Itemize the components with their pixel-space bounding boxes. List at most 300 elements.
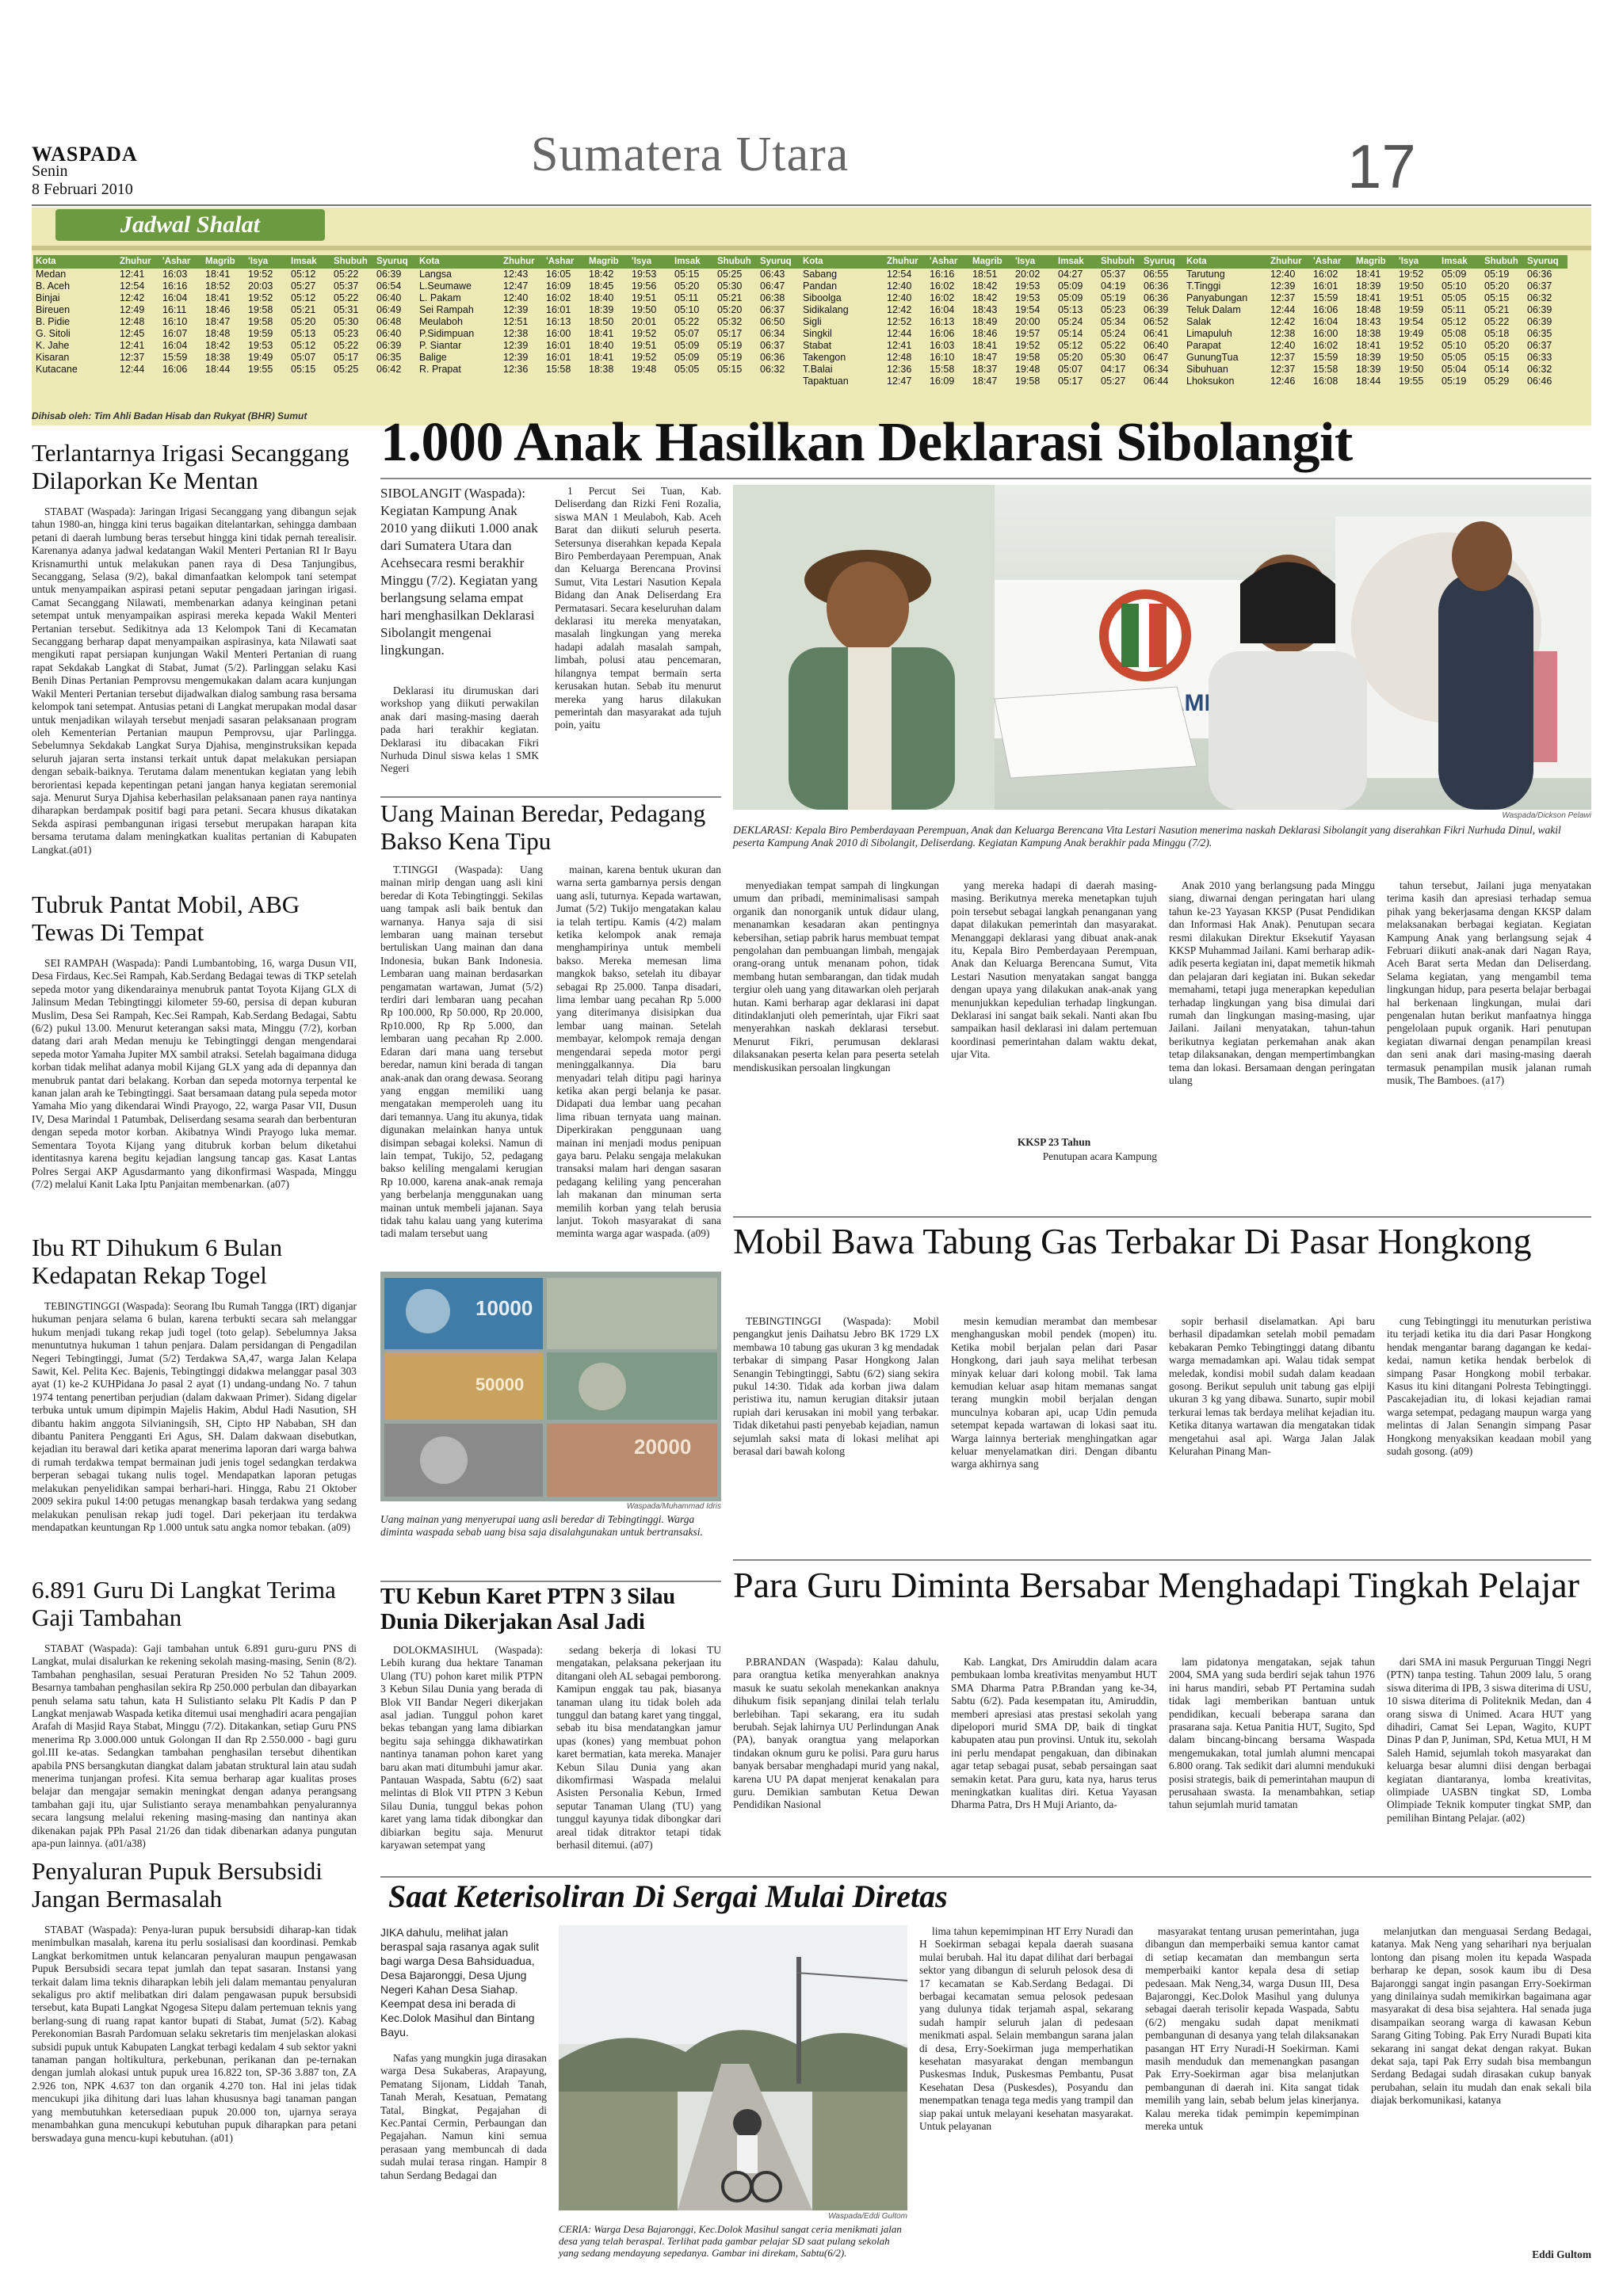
prayer-time: 05:20 (1484, 340, 1510, 351)
prayer-time: 19:58 (248, 304, 273, 315)
city-name: Tarutung (1186, 269, 1225, 280)
prayer-time: 05:11 (1442, 304, 1466, 315)
prayer-time: 06:38 (760, 292, 785, 303)
table-row (1184, 376, 1568, 387)
prayer-table-header-cell: Syuruq (374, 255, 417, 269)
article-text: sopir berhasil diselamatkan. Api baru berhasil dipadamkan setelah mobil pemadam kebakaran Pemko Tebingtinggi datang dibantu warga memadamkan api. Walau tidak sempat meledak, kondisi mobil sudah dalam keadaan gosong. Berikut sepuluh unit tabung gas elpiji ukuran 3 kg yang dibawa. Sunarto, supir mobil terkurai lemas tak berdaya melihat kejadian itu. Ketika ditanya wartawan dia mengatakan tidak mengetahui asal api. Warga Jalan Jalak Kelurahan Pinang Man- (1169, 1315, 1375, 1458)
prayer-time: 06:39 (376, 340, 402, 351)
prayer-time: 06:46 (1527, 376, 1552, 387)
prayer-time: 05:22 (334, 292, 359, 303)
sergai-photo (559, 1925, 907, 2210)
city-name: P.Sidimpuan (419, 328, 475, 339)
city-name: Stabat (803, 340, 832, 351)
prayer-time: 05:09 (1058, 292, 1083, 303)
headline-tubruk: Tubruk Pantat Mobil, ABG Tewas Di Tempat (32, 891, 300, 946)
prayer-time: 20:01 (632, 316, 657, 327)
city-name: Bireuen (36, 304, 71, 315)
prayer-time: 05:32 (717, 316, 743, 327)
deklarasi-body-6 (1387, 879, 1591, 1196)
table-row (33, 292, 417, 304)
prayer-time: 12:39 (503, 340, 529, 351)
prayer-time: 05:24 (1101, 328, 1126, 339)
prayer-time: 16:06 (930, 328, 955, 339)
prayer-time: 06:33 (1527, 352, 1552, 363)
prayer-time: 16:08 (1313, 376, 1338, 387)
prayer-time: 05:22 (334, 340, 359, 351)
prayer-time: 16:06 (162, 364, 188, 375)
prayer-time: 18:39 (1356, 352, 1381, 363)
prayer-time: 15:59 (1313, 292, 1338, 303)
prayer-time: 05:20 (1484, 280, 1510, 292)
prayer-time: 18:42 (205, 340, 231, 351)
prayer-time: 18:39 (589, 304, 614, 315)
city-name: Meulaboh (419, 316, 463, 327)
prayer-time: 05:13 (291, 328, 316, 339)
prayer-time: 19:58 (1015, 376, 1041, 387)
prayer-table-1 (33, 255, 417, 376)
headline-rule (380, 478, 1591, 479)
prayer-time: 05:17 (717, 328, 743, 339)
prayer-time: 16:02 (1313, 340, 1338, 351)
prayer-time: 12:42 (120, 292, 145, 303)
mainan-body-1 (380, 864, 543, 1268)
prayer-time: 18:42 (589, 269, 614, 280)
prayer-time: 16:00 (546, 328, 571, 339)
prayer-time: 05:15 (1484, 352, 1510, 363)
prayer-time: 16:01 (546, 352, 571, 363)
prayer-time: 05:24 (1058, 316, 1083, 327)
prayer-time: 06:54 (376, 280, 402, 292)
city-name: Tapaktuan (803, 376, 849, 387)
prayer-table-header-cell: 'Isya (629, 255, 672, 269)
prayer-table-header-cell: Zhuhur (117, 255, 160, 269)
prayer-table-header-cell: Shubuh (331, 255, 374, 269)
prayer-time: 06:55 (1144, 269, 1169, 280)
article-text: lam pidatonya mengatakan, sejak tahun 2004, SMA yang suda berdiri sejak tahun 1976 ini harus mandiri, sebab PT Pertamina sudah tidak lagi memberikan bantuan untuk pendidikan, kecuali beberapa sarana dan prasarana saja. Ketua Panitia HUT, Sugito, Spd dalam bincang-bincang bersama Waspada mengemukakan, total jumlah alumni mencapai 6.800 orang. Tak sedikit dari alumni mendukuki posisi strategis, baik di pemerintahan maupun di perusahaan swasta. Ia menambahkan, setiap tahun sejumlah murid tamatan (1169, 1656, 1375, 1811)
prayer-time: 12:48 (120, 316, 145, 327)
prayer-time: 15:59 (1313, 352, 1338, 363)
headline-sergai: Saat Keterisoliran Di Sergai Mulai Diretas (388, 1878, 948, 1914)
prayer-time: 06:37 (760, 304, 785, 315)
headline-ptpn: TU Kebun Karet PTPN 3 Silau Dunia Dikerjakan Asal Jadi (380, 1585, 676, 1634)
prayer-time: 18:41 (1356, 269, 1381, 280)
table-row (33, 269, 417, 280)
prayer-time: 06:50 (760, 316, 785, 327)
prayer-time: 15:58 (1313, 364, 1338, 375)
article-text: T.TINGGI (Waspada): Uang mainan mirip dengan uang asli kini beredar di Kota Tebingtinggi. Sekilas uang tampak asli baik bentuk dan warnanya. Hanya saja di sisi lembaran uang mainan tersebut bertuliskan Uang mainan dan dana Indonesia, bukan Bank Indonesia. Lembaran uang mainan berdasarkan pengamatan wartawan, Jumat (5/2) terdiri dari lembaran uang pecahan Rp 100.000, Rp 50.000, Rp 20.000, Rp10.000, Rp Rp 5.000, dan lembaran uang pecahan Rp 2.000. Edaran dari mana uang tersebut beredar, namun kini berada di tangan anak-anak dan orang dewasa. Seorang yang enggan memiliki uang mengatakan memperoleh uang itu dari temannya. Uang itu akunya, tidak digunakan melainkan hanya untuk disimpan sebagai koleksi. Namun di lain tempat, Tukijo, 52, pedagang bakso keliling mengalami kerugian Rp 10.000, karena anak-anak remaja yang berbelanja menggunakan uang mainan untuk membeli jajanan. Saya tidak tahu kalau uang yang kuterima tadi malam tersebut uang (380, 864, 543, 1240)
prayer-time: 19:51 (632, 340, 657, 351)
prayer-time: 05:21 (1484, 304, 1510, 315)
prayer-time: 12:40 (1270, 340, 1296, 351)
prayer-time: 19:53 (1015, 280, 1041, 292)
ptpn-body-2 (556, 1644, 721, 1870)
prayer-time: 12:47 (503, 280, 529, 292)
city-name: Sei Rampah (419, 304, 474, 315)
prayer-time: 16:02 (930, 292, 955, 303)
article-text: melanjutkan dan menguasai Serdang Bedagai, katanya. Mak Neng yang seharihari nya berjualan lontong dan pisang molen itu kepada Waspada berharap ke depan, sosok kaum ibu di Desa Bajaronggi sangat ingin pasangan Erry-Soekirman yang dinilainya sudah memikirkan bagaimana agar masyarakat di desa bisa sejahtera. Hal senada juga disampaikan seorang warga di kawasan Kebun Sarang Giting Tobing. Pak Erry Nuradi Bupati kita sekarang ini sangat dekat dengan rakyat. Bukan dekat saja, tapi Pak Erry sudah bisa membangun Serdang Bedagai sudah dirasakan cukup banyak perubahan, selain itu mudah dan enak sekali bila diajak berkomunikasi, katanya (1371, 1925, 1591, 2107)
uang-mainan-photo-art (380, 1272, 721, 1501)
prayer-time: 18:43 (1356, 316, 1381, 327)
prayer-time: 19:49 (1399, 328, 1424, 339)
prayer-time: 19:48 (1015, 364, 1041, 375)
table-row (800, 292, 1184, 304)
city-name: Pandan (803, 280, 838, 292)
table-row (800, 376, 1184, 387)
article-text: SEI RAMPAH (Waspada): Pandi Lumbantobing, 16, warga Dusun VII, Desa Firdaus, Kec.Sei Rampah, Kab.Serdang Bedagai tewas di TKP setelah sepeda motor yang dikendarainya menubruk pantat Toyota Kijang GLX di Jalinsum Medan Tebingtinggi kilometer 59-60, persisa di depan kuburan Muslim, Desa Sei Rampah, Kec.Sei Rampah, Kab.Serdang Bedagai, Sabtu (6/2) pukul 13.00. Menurut keterangan saksi mata, Minggu (7/2), korban datang dari arah Medan menuju ke Tebingtinggi dengan mengendarai sepeda motor Yamaha Jupiter MX sambil atraksi. Setelah bagaimana diduga korban tidak melihat adanya mobil Kijang GLX yang ada di depannya dan menubruk pantat dari belakang. Korban dan sepeda motornya terpental ke kanan jalan arah ke Tebingtinggi. Saat bersamaan datang pula sepeda motor Yamaha Mio yang dikendarai Windi Prayogo, 22, warga Pasar VII, Dusun IV, Desa Marindal 1 Patumbak, Deliserdang sesama searah dan berbenturan dengan sepeda motor korban. Akibatnya Windi Prayogo luka memar. Sementara Toyota Kijang yang ditubruk korban belum diketahui identitasnya karena begitu kejadian langsung tancap gas. Kasat Lantas Polres Sergai AKP Agusdarmanto yang dikonfirmasi Waspada, Minggu (7/2) melalui Kanit Laka Iptu Panjaitan membenarkan. (a07) (32, 957, 357, 1190)
prayer-time: 19:52 (632, 352, 657, 363)
prayer-time: 16:02 (546, 292, 571, 303)
prayer-time: 19:53 (248, 340, 273, 351)
prayer-time: 05:07 (674, 328, 700, 339)
deklarasi-photo-credit: Waspada/Dickson Pelawi (1502, 811, 1591, 820)
article-text: 1 Percut Sei Tuan, Kab. Deliserdang dan Rizki Feni Rozalia, siswa MAN 1 Meulaboh, Kab. Aceh Barat dan diikuti seluruh peserta. Setersunya diserahkan kepada Kepala Biro Pemberdayaan Perempuan, Anak dan Keluarga Berencana Provinsi Sumut, Vita Lestari Nasution Kepala Bidang dan Anak Deliserdang Era Permatasari. Secara keseluruhan dalam deklarasi itu mereka menyatakan, masalah lingkungan yang mereka hadapi adalah masalah sampah, limbah, polusi atau pencemaran, hilangnya tempat bermain serta kerusakan hutan. Sebab itu menurut mereka yang harus dilakukan pemerintah dan masyarakat ada tujuh poin, yaitu (555, 485, 721, 731)
prayer-time: 06:36 (1527, 269, 1552, 280)
prayer-time: 19:51 (632, 292, 657, 303)
section-title: Sumatera Utara (531, 128, 850, 181)
prayer-time: 16:01 (1313, 280, 1338, 292)
article-text: TEBINGTINGGI (Waspada): Mobil pengangkut jenis Daihatsu Jebro BK 1729 LX membawa 10 tabung gas ukuran 3 kg mendadak terbakar di simpang Pasar Hongkong Jalan Senangin Tebingtinggi, Sabtu (6/2) siang sekira pukul 14:30. Tidak ada korban jiwa dalam peristiwa itu, namun kerugian ditaksir jutaan rupiah dari kerusakan ini mobil yang terbakar. Tidak diketahui pasti penyebab kejadian, namun sejumlah saksi mata di lokasi melihat api berasal dari bawah kolong (733, 1315, 939, 1458)
prayer-time: 05:15 (1484, 292, 1510, 303)
prayer-time: 19:52 (1399, 340, 1424, 351)
article-body-irigasi (32, 505, 357, 886)
header-rule (32, 204, 1591, 206)
prayer-table-header-cell: Zhuhur (1268, 255, 1311, 269)
prayer-time: 18:47 (972, 352, 998, 363)
table-row (800, 352, 1184, 364)
prayer-table-header-cell: 'Ashar (927, 255, 970, 269)
deklarasi-body-5 (1169, 879, 1375, 1196)
city-name: Teluk Dalam (1186, 304, 1241, 315)
ptpn-body-1 (380, 1644, 543, 1870)
guru-sabar-rule (733, 1559, 1591, 1561)
sergai-body-2 (919, 1925, 1133, 2262)
table-row (417, 269, 800, 280)
prayer-time: 05:05 (1442, 352, 1467, 363)
prayer-time: 05:12 (1058, 340, 1083, 351)
headline-uang-mainan: Uang Mainan Beredar, Pedagang Bakso Kena Tipu (380, 799, 706, 855)
table-row (800, 269, 1184, 280)
prayer-table-header-cell: Kota (800, 255, 884, 269)
city-name: Sibuhuan (1186, 364, 1228, 375)
prayer-time: 16:07 (162, 328, 188, 339)
headline-ibu-rt: Ibu RT Dihukum 6 Bulan Kedapatan Rekap Togel (32, 1234, 283, 1289)
prayer-table-header-cell: Kota (417, 255, 501, 269)
city-name: Lhoksukon (1186, 376, 1235, 387)
prayer-time: 06:39 (1527, 304, 1552, 315)
prayer-time: 05:37 (334, 280, 359, 292)
table-row (1184, 340, 1568, 352)
table-row (33, 316, 417, 328)
prayer-time: 05:10 (674, 304, 700, 315)
city-name: Kutacane (36, 364, 78, 375)
city-name: T.Balai (803, 364, 833, 375)
prayer-time: 16:13 (930, 316, 955, 327)
prayer-time: 05:18 (1484, 328, 1510, 339)
prayer-table-header (33, 255, 417, 269)
prayer-time: 05:20 (717, 304, 743, 315)
prayer-time: 12:49 (120, 304, 145, 315)
ptpn-rule (380, 1581, 721, 1582)
prayer-time: 16:00 (1313, 328, 1338, 339)
city-name: L. Pakam (419, 292, 461, 303)
prayer-table-header-cell: Magrib (203, 255, 246, 269)
prayer-time: 18:44 (205, 364, 231, 375)
prayer-time: 18:38 (205, 352, 231, 363)
prayer-time: 12:52 (887, 316, 912, 327)
prayer-time: 06:39 (376, 269, 402, 280)
prayer-time: 19:52 (248, 269, 273, 280)
prayer-time: 19:55 (248, 364, 273, 375)
sergai-caption: CERIA: Warga Desa Bajaronggi, Kec.Dolok Masihul sangat ceria menikmati jalan desa yang telah beraspal. Terlihat pada gambar pelajar SD saat pulang sekolah yang sedang mendayung sepedanya. Gambar ini direkam, Sabtu(6/2). (559, 2223, 902, 2259)
prayer-time: 05:12 (291, 340, 316, 351)
prayer-table-header-cell: Kota (33, 255, 117, 269)
prayer-time: 12:51 (503, 316, 529, 327)
prayer-time: 18:39 (1356, 364, 1381, 375)
city-name: Sidikalang (803, 304, 849, 315)
sergai-photo-art (559, 1925, 907, 2210)
prayer-table-header (800, 255, 1184, 269)
prayer-time: 05:30 (717, 280, 743, 292)
prayer-time: 16:10 (930, 352, 955, 363)
city-name: L.Seumawe (419, 280, 472, 292)
prayer-time: 06:34 (1144, 364, 1169, 375)
prayer-time: 19:55 (1399, 376, 1424, 387)
prayer-time: 06:40 (376, 328, 402, 339)
sergai-photo-credit: Waspada/Eddi Gultom (828, 2212, 907, 2221)
prayer-time: 05:17 (1058, 376, 1083, 387)
prayer-time: 12:40 (887, 292, 912, 303)
prayer-time: 05:20 (291, 316, 316, 327)
prayer-time: 19:53 (632, 269, 657, 280)
prayer-time: 12:47 (887, 376, 912, 387)
prayer-table-header-cell: 'Isya (1396, 255, 1439, 269)
prayer-time: 06:39 (1144, 304, 1169, 315)
prayer-time: 06:36 (1144, 292, 1169, 303)
article-text: Nafas yang mungkin juga dirasakan warga Desa Sukaberas, Arapayung, Pematang Sijonam, Liddah Tanah, Tanah Merah, Kesatuan, Pematang Tatal, Bingkat, Pegajahan di Kec.Pantai Cermin, Perbaungan dan Pegajahan. Namun kini semua perasaan yang membuncah di dada sudah mulai terasa ringan. Hampir 8 tahun Serdang Bedagai dan (380, 2052, 547, 2181)
table-row (417, 328, 800, 340)
prayer-time: 19:52 (248, 292, 273, 303)
tabung-body-3 (1169, 1315, 1375, 1553)
prayer-schedule-stripe (32, 246, 1591, 250)
prayer-time: 12:37 (1270, 352, 1296, 363)
prayer-time: 06:37 (760, 340, 785, 351)
prayer-time: 12:39 (503, 352, 529, 363)
prayer-time: 19:48 (632, 364, 657, 375)
article-text: STABAT (Waspada): Gaji tambahan untuk 6.891 guru-guru PNS di Langkat, mulai disalurkan ke rekening sekolah masing-masing, Senin (8/2). Tambahan penghasilan, sesuai Peraturan Presiden No 52 Tahun 2009. Besarnya tambahan penghasilan sekira Rp 250.000 perbulan dan dibayarkan penuh selama satu tahun, kata H Sulistianto selaku Plt Kadis P dan P Langkat menjawab Waspada ketika ditemui usai menghadiri acara pengajian Arafah di Masjid Raya Stabat, Minggu (7/2). Ditakankan, setiap Guru PNS menerima Rp 3.000.000 untuk Golongan II dan Rp 2.550.000 - bagi guru gol.III ke-atas. Sedangkan tambahan penghasilan tersebut dihentikan apabila PNS bersangkutan diangkat dalam jabatan struktural lain atau sudah menerima tunjangan profesi. Kita semua berharap agar kualitas proses belajar dan mengajar semakin meningkat dengan adanya perangsang tambahan gaji itu, ujar Sulistianto seraya menambahkan penyalurannya secara langsung melalui rekening masing-masing dan nantinya akan dikenakan pajak PPh Pasal 21/26 dan tidak dibenarkan adanya pungutan apa-pun lainnya. (a01/a38) (32, 1642, 357, 1850)
prayer-time: 05:23 (1101, 304, 1126, 315)
prayer-time: 05:17 (334, 352, 359, 363)
prayer-time: 06:41 (1144, 328, 1169, 339)
table-row (800, 328, 1184, 340)
prayer-time: 05:19 (1442, 376, 1467, 387)
prayer-time: 06:48 (376, 316, 402, 327)
city-name: T.Tinggi (1186, 280, 1221, 292)
deklarasi-subhead: KKSP 23 Tahun (1017, 1136, 1091, 1148)
prayer-time: 05:09 (674, 340, 700, 351)
city-name: K. Jahe (36, 340, 70, 351)
table-row (1184, 364, 1568, 376)
prayer-time: 05:20 (674, 280, 700, 292)
prayer-time: 06:40 (376, 292, 402, 303)
article-text: P.BRANDAN (Waspada): Kalau dahulu, para orangtua ketika menyerahkan anaknya masuk ke suatu sekolah menekankan anaknya dihukum fisik sepanjang dinilai telah terlalu berlebihan. Tapi sekarang, era itu sudah berubah. Sejak lahirnya UU Perlindungan Anak (PA), banyak orangtua yang melaporkan tindakan oknum guru ke polisi. Para guru harus banyak bersabar menghadapi murid yang nakal, karena UU PA dapat menjerat kenakalan para guru. Demikian sambutan Ketua Dewan Pendidikan Nasional (733, 1656, 939, 1811)
table-row (417, 340, 800, 352)
prayer-time: 16:09 (546, 280, 571, 292)
article-body-guru-gaji (32, 1642, 357, 1852)
article-body-tubruk (32, 957, 357, 1230)
prayer-time: 12:37 (120, 352, 145, 363)
prayer-time: 05:34 (1101, 316, 1126, 327)
headline-irigasi: Terlantarnya Irigasi Secanggang Dilaporkan Ke Mentan (32, 439, 349, 494)
prayer-table-header-cell: Zhuhur (501, 255, 544, 269)
prayer-time: 18:42 (972, 292, 998, 303)
table-row (33, 280, 417, 292)
prayer-time: 06:47 (1144, 352, 1169, 363)
prayer-time: 12:40 (503, 292, 529, 303)
prayer-table-header-cell: Imsak (288, 255, 331, 269)
city-name: Medan (36, 269, 67, 280)
prayer-time: 12:41 (120, 340, 145, 351)
table-row (1184, 352, 1568, 364)
article-text: sedang bekerja di lokasi TU mengatakan, pelaksana pekerjaan itu ditangani oleh AL sebagai pemborong. Kamipun enggak tau pak, biasanya tanaman ulang itu tidak boleh ada tunggul dan batang karet yang tinggal, sebab itu bisa mendatangkan jamur upas (kones) yang membuat pohon karet bermatian, kata mereka. Manajer Kebun Silau Dunia yang akan dikomfirmasi Waspada melalui Asisten Personalia Kebun, Irmed seputar Tanaman Ulang (TU) yang tunggul kayunya tidak dibongkar dari areal tidak ditraktor tetapi tidak berhasil ditemui. (a07) (556, 1644, 721, 1852)
prayer-time: 19:52 (1015, 340, 1041, 351)
prayer-time: 19:59 (1399, 304, 1424, 315)
prayer-time: 12:40 (1270, 269, 1296, 280)
prayer-time: 05:05 (674, 364, 700, 375)
prayer-table-header-cell: Magrib (1354, 255, 1396, 269)
prayer-time: 05:31 (334, 304, 359, 315)
tabung-rule (733, 1216, 1591, 1218)
table-row (800, 304, 1184, 316)
city-name: Langsa (419, 269, 453, 280)
prayer-time: 05:19 (717, 352, 743, 363)
article-text: SIBOLANGIT (Waspada): Kegiatan Kampung Anak 2010 yang diikuti 1.000 anak dari Sumatera Utara dan Acehsecara resmi berakhir Minggu (7/2). Kegiatan yang berlangsung selama empat hari menghasilkan Deklarasi Sibolangit mengenai lingkungan. (380, 486, 538, 658)
prayer-time: 12:40 (887, 280, 912, 292)
table-row (33, 304, 417, 316)
article-text: Deklarasi itu dirumuskan dari workshop yang diikuti perwakilan anak dari masing-masing daerah pada hari terakhir kegiatan. Deklarasi itu dibacakan Fikri Nurhuda Dinul siswa kelas 1 SMK Negeri (380, 685, 539, 775)
prayer-time: 06:47 (760, 280, 785, 292)
issue-date: 8 Februari 2010 (32, 181, 133, 198)
prayer-time: 05:22 (334, 269, 359, 280)
city-name: P. Siantar (419, 340, 462, 351)
prayer-time: 05:21 (291, 304, 316, 315)
prayer-time: 05:22 (1484, 316, 1510, 327)
prayer-time: 18:52 (205, 280, 231, 292)
prayer-time: 05:27 (1101, 376, 1126, 387)
prayer-time: 05:27 (291, 280, 316, 292)
prayer-time: 05:12 (291, 292, 316, 303)
prayer-time: 19:52 (1399, 269, 1424, 280)
article-text: cung Tebingtinggi itu menuturkan peristiwa itu terjadi ketika itu dia dari Pasar Hongkong hendak mengantar barang dagangan ke kedai-kedai, namun ketika hendak berbelok di simpang Pasar Hongkong mobil terbakar. Kasus itu kini ditangani Polresta Tebingtinggi. Pascakejadian itu, di lokasi kejadian ramai warga setempat, pedagang maupun warga yang melintas di Jalan Senangin simpang Pasar Hongkong menyaksikan keadaan mobil yang sudah gosong. (a09) (1387, 1315, 1591, 1458)
prayer-time: 12:54 (887, 269, 912, 280)
table-row (33, 364, 417, 376)
prayer-time: 06:52 (1144, 316, 1169, 327)
prayer-time: 05:37 (1101, 269, 1126, 280)
prayer-time: 19:54 (1399, 316, 1424, 327)
prayer-time: 20:02 (1015, 269, 1041, 280)
city-name: Siboolga (803, 292, 842, 303)
prayer-time: 12:36 (887, 364, 912, 375)
table-row (417, 304, 800, 316)
prayer-time: 16:16 (930, 269, 955, 280)
city-name: Binjai (36, 292, 60, 303)
prayer-time: 18:50 (589, 316, 614, 327)
prayer-time: 18:40 (589, 340, 614, 351)
sergai-body-3 (1145, 1925, 1359, 2262)
prayer-time: 19:49 (248, 352, 273, 363)
table-row (417, 280, 800, 292)
headline-guru-sabar: Para Guru Diminta Bersabar Menghadapi Tingkah Pelajar (733, 1565, 1579, 1605)
tabung-body-1 (733, 1315, 939, 1553)
table-row (1184, 292, 1568, 304)
prayer-time: 05:15 (674, 269, 700, 280)
table-row (33, 328, 417, 340)
prayer-time: 12:45 (120, 328, 145, 339)
prayer-time: 12:44 (887, 328, 912, 339)
prayer-time: 06:40 (1144, 340, 1169, 351)
prayer-time: 05:29 (1484, 376, 1510, 387)
page-number: 17 (1347, 132, 1416, 201)
prayer-time: 18:41 (972, 340, 998, 351)
prayer-time: 06:43 (760, 269, 785, 280)
svg-text:10000: 10000 (475, 1296, 533, 1320)
prayer-time: 05:12 (291, 269, 316, 280)
prayer-time: 12:43 (503, 269, 529, 280)
city-name: Balige (419, 352, 447, 363)
prayer-table-header-cell: 'Ashar (544, 255, 586, 269)
deklarasi-photo (733, 485, 1591, 810)
prayer-time: 05:15 (717, 364, 743, 375)
prayer-time: 12:38 (1270, 328, 1296, 339)
prayer-time: 06:39 (1527, 316, 1552, 327)
city-name: Kisaran (36, 352, 70, 363)
deklarasi-body-2 (555, 485, 721, 792)
article-body-pupuk (32, 1924, 357, 2256)
city-name: B. Pidie (36, 316, 71, 327)
sergai-rule (380, 1876, 1591, 1878)
prayer-time: 16:09 (930, 376, 955, 387)
prayer-time: 16:03 (930, 340, 955, 351)
mainan-body-2 (556, 864, 721, 1268)
prayer-table-header-cell: 'Isya (246, 255, 288, 269)
article-text: DOLOKMASIHUL (Waspada): Lebih kurang dua hektare Tanaman Ulang (TU) pohon karet milik PTPN 3 Kebun Silau Dunia yang berada di Blok VII Bandar Negeri dikerjakan asal jadian. Tunggul pohon karet bekas tebangan yang lama dibiarkan begitu saja sehingga dikhawatirkan nantinya tanaman pohon karet yang baru akan mati ditumbuhi jamur akar. Pantauan Waspada, Sabtu (6/2) saat melintas di Blok VII PTPN 3 Kebun Silau Dunia, tunggul bekas pohon karet yang lama tidak dibongkar dan dibiarkan begitu saja. Menurut karyawan setempat yang (380, 1644, 543, 1852)
prayer-time: 05:19 (717, 340, 743, 351)
article-text: mesin kemudian merambat dan membesar menghanguskan mobil pendek (mopen) itu. Ketika mobil berjalan pelan dari Pasar Hongkong, dari jauh saya melihat terbesan minyak keluar dari kolong mobil. Tak lama kemudian keluar asap hitam memanas sangat terang mungkin mobil berjalan dengan munculnya kobaran api, ucap Udin pemuda setempat kepada wartawan di lokasi saat itu. Warga lainnya berteriak menghingatkan agar keluar menyelamatkan diri. Dengan dibantu warga akhirnya sang (951, 1315, 1157, 1470)
prayer-table-header-cell: 'Isya (1013, 255, 1056, 269)
prayer-time: 04:27 (1058, 269, 1083, 280)
table-row (33, 340, 417, 352)
city-name: Sabang (803, 269, 838, 280)
table-row (417, 292, 800, 304)
prayer-time: 12:46 (1270, 376, 1296, 387)
prayer-table-header (1184, 255, 1568, 269)
prayer-table-header-cell: Imsak (1439, 255, 1482, 269)
prayer-time: 12:48 (887, 352, 912, 363)
prayer-time: 05:09 (1442, 269, 1467, 280)
prayer-time: 18:41 (1356, 340, 1381, 351)
prayer-time: 05:11 (674, 292, 699, 303)
table-row (1184, 269, 1568, 280)
prayer-time: 05:15 (291, 364, 316, 375)
prayer-time: 12:36 (503, 364, 529, 375)
prayer-time: 18:37 (972, 364, 998, 375)
prayer-time: 18:41 (589, 352, 614, 363)
prayer-time: 16:02 (1313, 269, 1338, 280)
prayer-time: 18:38 (1356, 328, 1381, 339)
prayer-time: 06:36 (1144, 280, 1169, 292)
deklarasi-caption: DEKLARASI: Kepala Biro Pemberdayaan Perempuan, Anak dan Keluarga Berencana Vita Lestari Nasution menerima naskah Deklarasi Sibolangit yang diserahkan Fikri Nurhuda Dinul, wakil peserta Kampung Anak 2010 di Sibolangit, Deliserdang. Kegiatan Kampung Anak berakhir pada Minggu (7/2). (733, 824, 1561, 849)
city-name: GunungTua (1186, 352, 1239, 363)
prayer-time: 05:14 (1484, 364, 1510, 375)
